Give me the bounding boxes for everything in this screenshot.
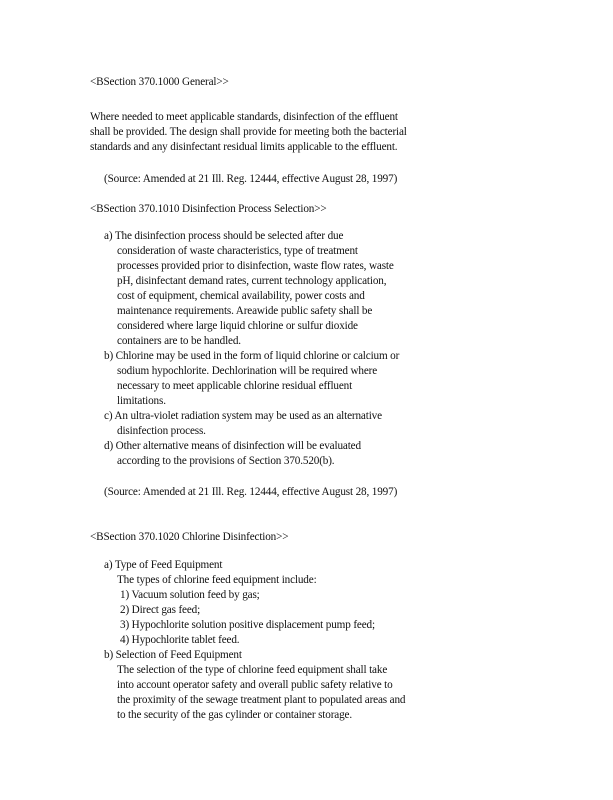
section-1010-item-b-line-1: b) Chlorine may be used in the form of liquid chlorine or calcium or bbox=[104, 350, 400, 362]
section-1000-body-line-1: Where needed to meet applicable standards, disinfection of the effluent bbox=[90, 111, 398, 123]
section-1020-item-b-line-1: The selection of the type of chlorine feed equipment shall take bbox=[117, 664, 388, 676]
section-1010-item-a-line-5: cost of equipment, chemical availability, power costs and bbox=[117, 290, 365, 302]
section-1020-item-b-line-2: into account operator safety and overall public safety relative to bbox=[117, 679, 393, 691]
section-1010-item-d-line-1: d) Other alternative means of disinfection will be evaluated bbox=[104, 440, 361, 452]
section-1010-item-a-line-6: maintenance requirements. Areawide public safety shall be bbox=[117, 305, 373, 317]
section-1010-item-a-line-4: pH, disinfectant demand rates, current technology application, bbox=[117, 275, 387, 287]
section-1020-item-a-intro: The types of chlorine feed equipment include: bbox=[117, 574, 317, 586]
section-1020-item-b-line-3: the proximity of the sewage treatment plant to populated areas and bbox=[117, 694, 406, 706]
section-1020-heading: <BSection 370.1020 Chlorine Disinfection>> bbox=[90, 531, 289, 543]
section-1020-item-b-title: b) Selection of Feed Equipment bbox=[104, 649, 242, 661]
section-1020-subitem-3: 3) Hypochlorite solution positive displacement pump feed; bbox=[120, 619, 375, 631]
section-1000-source: (Source: Amended at 21 Ill. Reg. 12444, effective August 28, 1997) bbox=[104, 173, 398, 185]
section-1010-heading: <BSection 370.1010 Disinfection Process Selection>> bbox=[90, 203, 327, 215]
section-1010-item-b-line-4: limitations. bbox=[117, 395, 166, 407]
section-1020-item-a-title: a) Type of Feed Equipment bbox=[104, 559, 223, 571]
section-1010-source: (Source: Amended at 21 Ill. Reg. 12444, effective August 28, 1997) bbox=[104, 486, 398, 498]
section-1020-item-b-line-4: to the security of the gas cylinder or container storage. bbox=[117, 709, 353, 721]
section-1020-subitem-4: 4) Hypochlorite tablet feed. bbox=[120, 634, 240, 646]
section-1010-item-b-line-3: necessary to meet applicable chlorine residual effluent bbox=[117, 380, 353, 392]
section-1010-item-b-line-2: sodium hypochlorite. Dechlorination will be required where bbox=[117, 365, 378, 377]
section-1010-item-c-line-2: disinfection process. bbox=[117, 425, 206, 437]
section-1020-subitem-2: 2) Direct gas feed; bbox=[120, 604, 201, 616]
section-1000-body-line-3: standards and any disinfectant residual limits applicable to the effluent. bbox=[90, 141, 398, 153]
section-1010-item-a-line-2: consideration of waste characteristics, type of treatment bbox=[117, 245, 358, 257]
section-1010-item-a-line-8: containers are to be handled. bbox=[117, 335, 241, 347]
section-1010-item-c-line-1: c) An ultra-violet radiation system may be used as an alternative bbox=[104, 410, 382, 422]
section-1010-item-a-line-3: processes provided prior to disinfection, waste flow rates, waste bbox=[117, 260, 394, 272]
section-1010-item-a-line-7: considered where large liquid chlorine or sulfur dioxide bbox=[117, 320, 358, 332]
section-1010-item-d-line-2: according to the provisions of Section 370.520(b). bbox=[117, 455, 335, 467]
section-1000-heading: <BSection 370.1000 General>> bbox=[90, 76, 229, 88]
section-1010-item-a-line-1: a) The disinfection process should be selected after due bbox=[104, 230, 344, 242]
section-1020-subitem-1: 1) Vacuum solution feed by gas; bbox=[120, 589, 260, 601]
section-1000-body-line-2: shall be provided. The design shall provide for meeting both the bacterial bbox=[90, 126, 407, 138]
